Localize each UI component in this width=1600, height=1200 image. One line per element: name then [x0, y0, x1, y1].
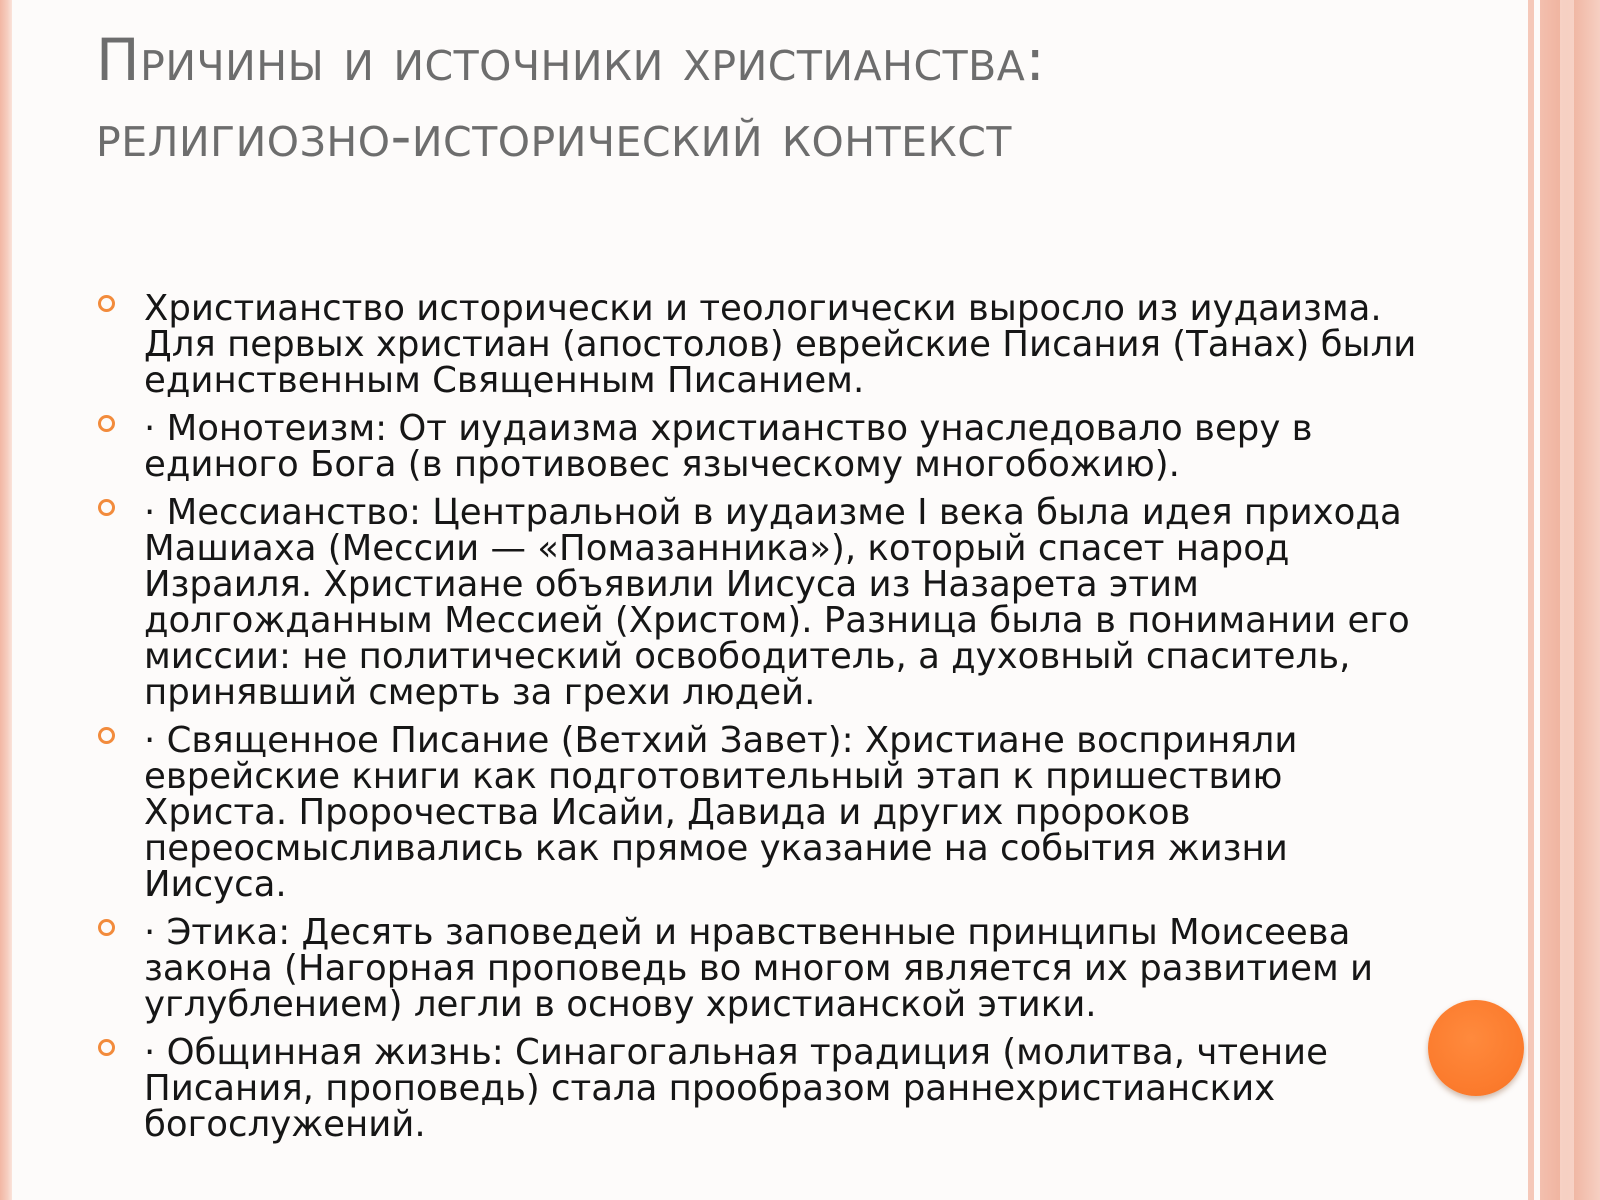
right-decorative-highlight [1560, 0, 1574, 1200]
bullet-item [96, 288, 1426, 401]
bullet-text: Христианство исторически и теологически выросло из иудаизма. Для первых христиан (апостолов) еврейские Писания (Танах) были единственным Священным Писанием. [144, 288, 1417, 401]
bullet-item [96, 912, 1426, 1025]
left-decorative-stripe [0, 0, 12, 1200]
orange-circle-icon [1428, 1000, 1524, 1096]
orange-ring-bullet-icon [98, 727, 115, 744]
orange-ring-bullet-icon [98, 1039, 115, 1056]
bullet-text: · Этика: Десять заповедей и нравственные принципы Моисеева закона (Нагорная проповедь во многом является их развитием и углублением) легли в основу христианской этики. [144, 912, 1374, 1025]
orange-ring-bullet-icon [98, 415, 115, 432]
slide-title [96, 22, 1476, 174]
orange-ring-bullet-icon [98, 499, 115, 516]
bullet-list [96, 288, 1426, 1155]
slide-title-line-1: Причины и источники христианства: [96, 26, 1046, 94]
bullet-item [96, 1032, 1426, 1145]
bullet-item [96, 492, 1426, 713]
orange-ring-bullet-icon [98, 295, 115, 312]
bullet-text: · Общинная жизнь: Синагогальная традиция (молитва, чтение Писания, проповедь) стала прообразом раннехристианских богослужений. [144, 1032, 1328, 1145]
right-decorative-line [1528, 0, 1534, 1200]
bullet-text: · Монотеизм: От иудаизма христианство унаследовало веру в единого Бога (в противовес языческому многобожию). [144, 408, 1313, 485]
bullet-text: · Мессианство: Центральной в иудаизме I века была идея прихода Машиаха (Мессии — «Помазанника»), который спасет народ Израиля. Христиане объявили Иисуса из Назарета этим долгожданным Мессией (Христом). Разница была в понимании его миссии: не политический освободитель, а духовный спаситель, принявший смерть за грехи людей. [144, 492, 1410, 713]
bullet-item [96, 408, 1426, 485]
bullet-item [96, 720, 1426, 905]
slide-title-line-2: религиозно-исторический контекст [96, 102, 1012, 170]
orange-ring-bullet-icon [98, 919, 115, 936]
bullet-text: · Священное Писание (Ветхий Завет): Христиане восприняли еврейские книги как подготовительный этап к пришествию Христа. Пророчества Исайи, Давида и других пророков переосмысливались как прямое указание на события жизни Иисуса. [144, 720, 1298, 905]
